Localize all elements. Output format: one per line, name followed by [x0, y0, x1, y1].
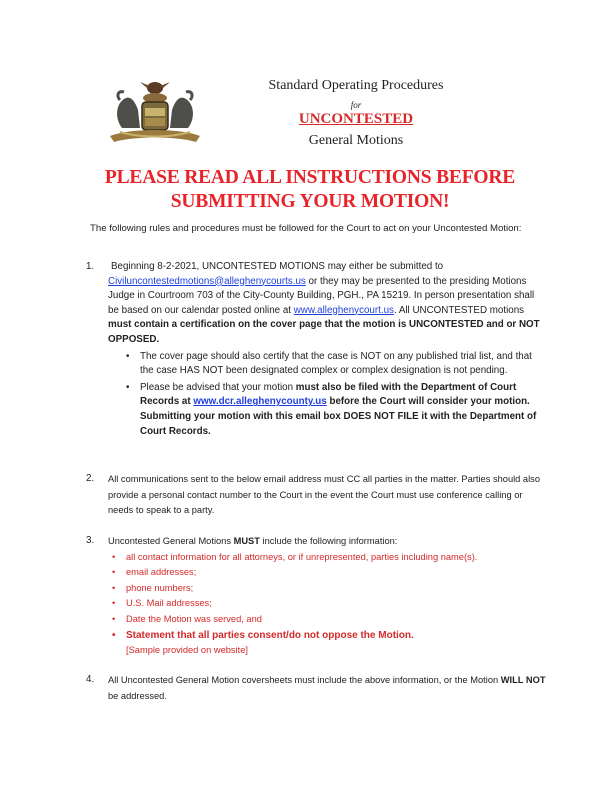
document-title: Standard Operating Procedures	[268, 78, 444, 93]
info-bullet: • U.S. Mail addresses;	[108, 596, 546, 612]
sample-note: [Sample provided on website]	[126, 645, 248, 656]
title-for: for	[350, 100, 362, 110]
item1-sub-bullet-1: • The cover page should also certify that the case is NOT on any published trial list, and that the case HAS NOT been designated complex or complex designation is not pending.	[126, 350, 546, 379]
item1-text-a: Beginning 8-2-2021, UNCONTESTED MOTIONS may either be submitted to	[111, 261, 444, 272]
warning-banner-line2: SUBMITTING YOUR MOTION!	[170, 191, 450, 212]
dcr-website-link[interactable]: www.dcr.alleghenycounty.us	[193, 396, 327, 408]
item1-text-c: . All UNCONTESTED motions	[393, 304, 525, 316]
info-bullet: • phone numbers;	[108, 581, 546, 597]
item1-certification-text: must contain a certification on the cover page that the motion is UNCONTESTED and or NOT OPPOSED.	[108, 319, 540, 345]
info-bullet: • Date the Motion was served, and	[108, 612, 546, 628]
item2-text: All communications sent to the below email address must CC all parties in the matter. Parties should also provide a personal contact number to the Court in the event the Court must use conference calling or needs to speak to a party.	[108, 474, 540, 516]
item1-text-b: or they may be presented to the presiding Motions Judge in Courtroom 703 of the City-County Building, PGH., PA 15219. In person presentation shall be based on our calendar posted online at	[108, 275, 535, 316]
title-general-motions: General Motions	[308, 133, 404, 148]
warning-banner-line1: PLEASE READ ALL INSTRUCTIONS BEFORE	[104, 167, 516, 188]
info-bullet: • all contact information for all attorneys, or if unrepresented, parties including name(s).	[108, 550, 546, 566]
court-website-link[interactable]: www.alleghenycourt.us	[293, 304, 394, 316]
rule-item-1	[86, 260, 546, 439]
rule-item-3	[86, 534, 546, 659]
consent-statement-bullet: • Statement that all parties consent/do not oppose the Motion.	[108, 628, 546, 644]
rule-item-2	[86, 472, 546, 519]
item4-will-not: WILL NOT	[500, 675, 546, 685]
item-number: 3.	[86, 535, 95, 546]
email-link[interactable]: Civiluncontestedmotions@alleghenycourts.us	[108, 275, 306, 287]
item3-text-b: include the following information:	[259, 536, 398, 546]
title-uncontested: UNCONTESTED	[298, 111, 414, 127]
item4-text-b: be addressed.	[108, 690, 167, 701]
item-number: 4.	[86, 674, 95, 685]
item3-text-a: Uncontested General Motions	[108, 536, 234, 546]
item1-sub-bullet-2: • Please be advised that your motion must also be filed with the Department of Court Records at www.dcr.alleghenycounty.us before the Court will consider your motion. Submitting your motion with this email box DOES NOT FILE it with the Department of Court Records.	[126, 381, 546, 439]
item3-must: MUST	[233, 536, 260, 546]
rule-item-4	[86, 673, 546, 704]
intro-paragraph: The following rules and procedures must be followed for the Court to act on your Uncontested Motion:	[90, 223, 522, 234]
coat-of-arms-icon	[100, 78, 210, 146]
item4-text-a: All Uncontested General Motion coversheets must include the above information, or the Motion	[108, 675, 501, 685]
item-number: 2.	[86, 473, 95, 484]
info-bullet: • email addresses;	[108, 565, 546, 581]
item-number: 1.	[86, 261, 95, 272]
